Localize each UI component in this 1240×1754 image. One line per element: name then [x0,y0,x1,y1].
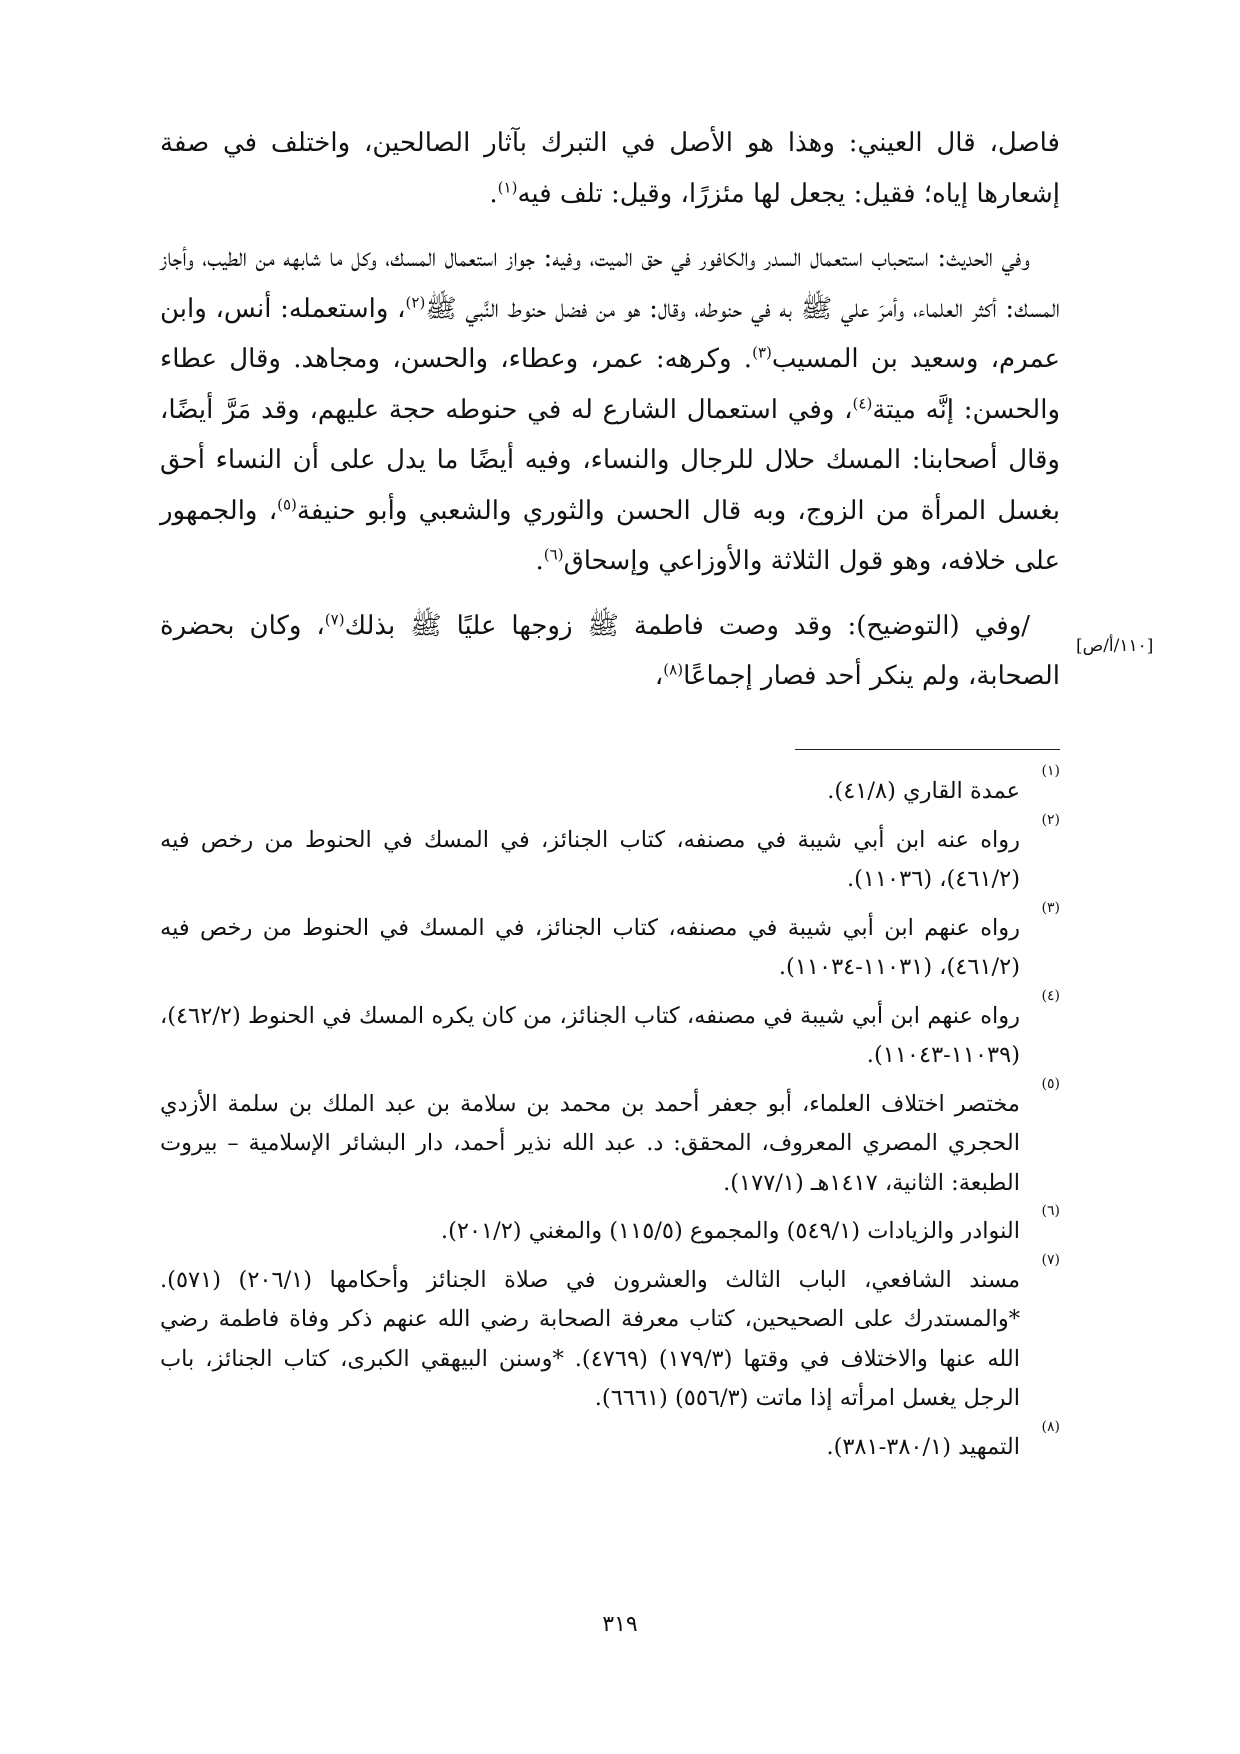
footnote-1 [160,763,1062,812]
footnote-ref-7[interactable]: (٧) [324,609,345,628]
page-number: ٣١٩ [602,1612,638,1637]
footnote-ref-1[interactable]: (١) [497,177,518,196]
footnote-text: مسند الشافعي، الباب الثالث والعشرون في صلاة الجنائز وأحكامها (٢٠٦/١) (٥٧١). *والمستدرك على الصحيحين، كتاب معرفة الصحابة رضي الله عنهم ذكر وفاة فاطمة رضي الله عنها والاختلاف في وقتها (١٧٩/٣) (٤٧٦٩). *وسنن البيهقي الكبرى، كتاب الجنائز، باب الرجل يغسل امرأته إذا ماتت (٥٥٦/٣) (٦٦٦١). [160,1266,1020,1411]
footnote-number: (٨) [1041,1418,1060,1435]
paragraph-1: فاصل، قال العيني: وهذا هو الأصل في التبرك بآثار الصالحين، واختلف في صفة إشعارها إياه؛ فقيل: يجعل لها مئزرًا، وقيل: تلف فيه$^{(١)}$. [160,128,1060,209]
footnote-number: (٢) [1041,811,1060,828]
footnote-text: رواه عنهم ابن أبي شيبة في مصنفه، كتاب الجنائز، في المسك في الحنوط من رخص فيه (٤٦١/٢)، (١١٠٣١-١١٠٣٤). [160,914,1020,980]
footnote-number: (٤) [1041,987,1060,1004]
footnote-7 [160,1251,1062,1419]
footnote-ref-2[interactable]: (٢) [405,292,426,311]
footnote-5 [160,1075,1062,1204]
footnote-text: التمهيد (٣٨٠/١-٣٨١). [826,1433,1020,1460]
footnote-text: النوادر والزيادات (٥٤٩/١) والمجموع (١١٥/٥) والمغني (٢٠١/٢). [440,1218,1020,1244]
footnote-number: (١) [1041,763,1060,779]
footnote-3 [160,899,1062,988]
footnote-text: عمدة القاري (٤١/٨). [827,778,1020,804]
footnote-ref-5[interactable]: (٥) [277,494,297,513]
footnote-separator [795,749,1060,750]
footnote-text: مختصر اختلاف العلماء، أبو جعفر أحمد بن محمد بن سلامة بن عبد الملك بن سلمة الأزدي الحجري المصري المعروف، المحقق: د. عبد الله نذير أحمد، دار البشائر الإسلامية – بيروت الطبعة: الثانية، ١٤١٧هـ (١٧٧/١). [160,1090,1020,1196]
footnote-ref-8[interactable]: (٨) [663,660,684,679]
footnotes-section [160,763,1062,1476]
main-text [160,118,1060,702]
footnote-number: (٥) [1041,1075,1060,1092]
footnote-2 [160,811,1062,900]
footnote-6 [160,1203,1062,1252]
footnote-number: (٧) [1041,1251,1060,1268]
paragraph-2: وفي الحديث: استحباب استعمال السدر والكافور في حق الميت، وفيه: جواز استعمال المسك، وكل ما شابهه من الطيب، وأجاز المسك: أكثر العلماء، وأمرَ علي ﷺ به في حنوطه، وقال: هو من فضل حنوط النَّبي ﷺ$^{(٢)}$، واستعمله: أنس، وابن عمرم، وسعيد بن المسيب$^{(٣)}$. وكرهه: عمر، وعطاء، والحسن، ومجاهد. وقال عطاء والحسن: إنَّه ميتة$^{(٤)}$، وفي استعمال الشارع له في حنوطه حجة عليهم، وقد مَرَّ أيضًا، وقال أصحابنا: المسك حلال للرجال والنساء، وفيه أيضًا ما يدل على أن النساء أحق بغسل المرأة من الزوج، وبه قال الحسن والثوري والشعبي وأبو حنيفة$^{(٥)}$، والجمهور على خلافه، وهو قول الثلاثة والأوزاعي وإسحاق$^{(٦)}$. [160,243,1061,576]
footnote-text: رواه عنه ابن أبي شيبة في مصنفه، كتاب الجنائز، في المسك في الحنوط من رخص فيه (٤٦١/٢)، (١١٠٣٦). [160,826,1020,892]
paragraph-3: /وفي (التوضيح): وقد وصت فاطمة ﷺ زوجها عليًا ﷺ بذلك$^{(٧)}$، وكان بحضرة الصحابة، ولم ينكر أحد فصار إجماعًا$^{(٨)}$، [160,609,1060,691]
footnote-4 [160,987,1062,1076]
footnote-ref-4[interactable]: (٤) [852,393,873,412]
manuscript-folio-note: [١١٠/أ/ص] [1076,636,1154,656]
footnote-8 [160,1418,1062,1468]
footnote-number: (٦) [1041,1203,1060,1219]
footnote-text: رواه عنهم ابن أبي شيبة في مصنفه، كتاب الجنائز، من كان يكره المسك في الحنوط (٤٦٢/٢)، (١١٠٣٩-١١٠٤٣). [160,1002,1020,1068]
footnote-number: (٣) [1041,899,1060,916]
footnote-ref-3[interactable]: (٣) [752,343,772,362]
footnote-ref-6[interactable]: (٦) [543,545,564,564]
